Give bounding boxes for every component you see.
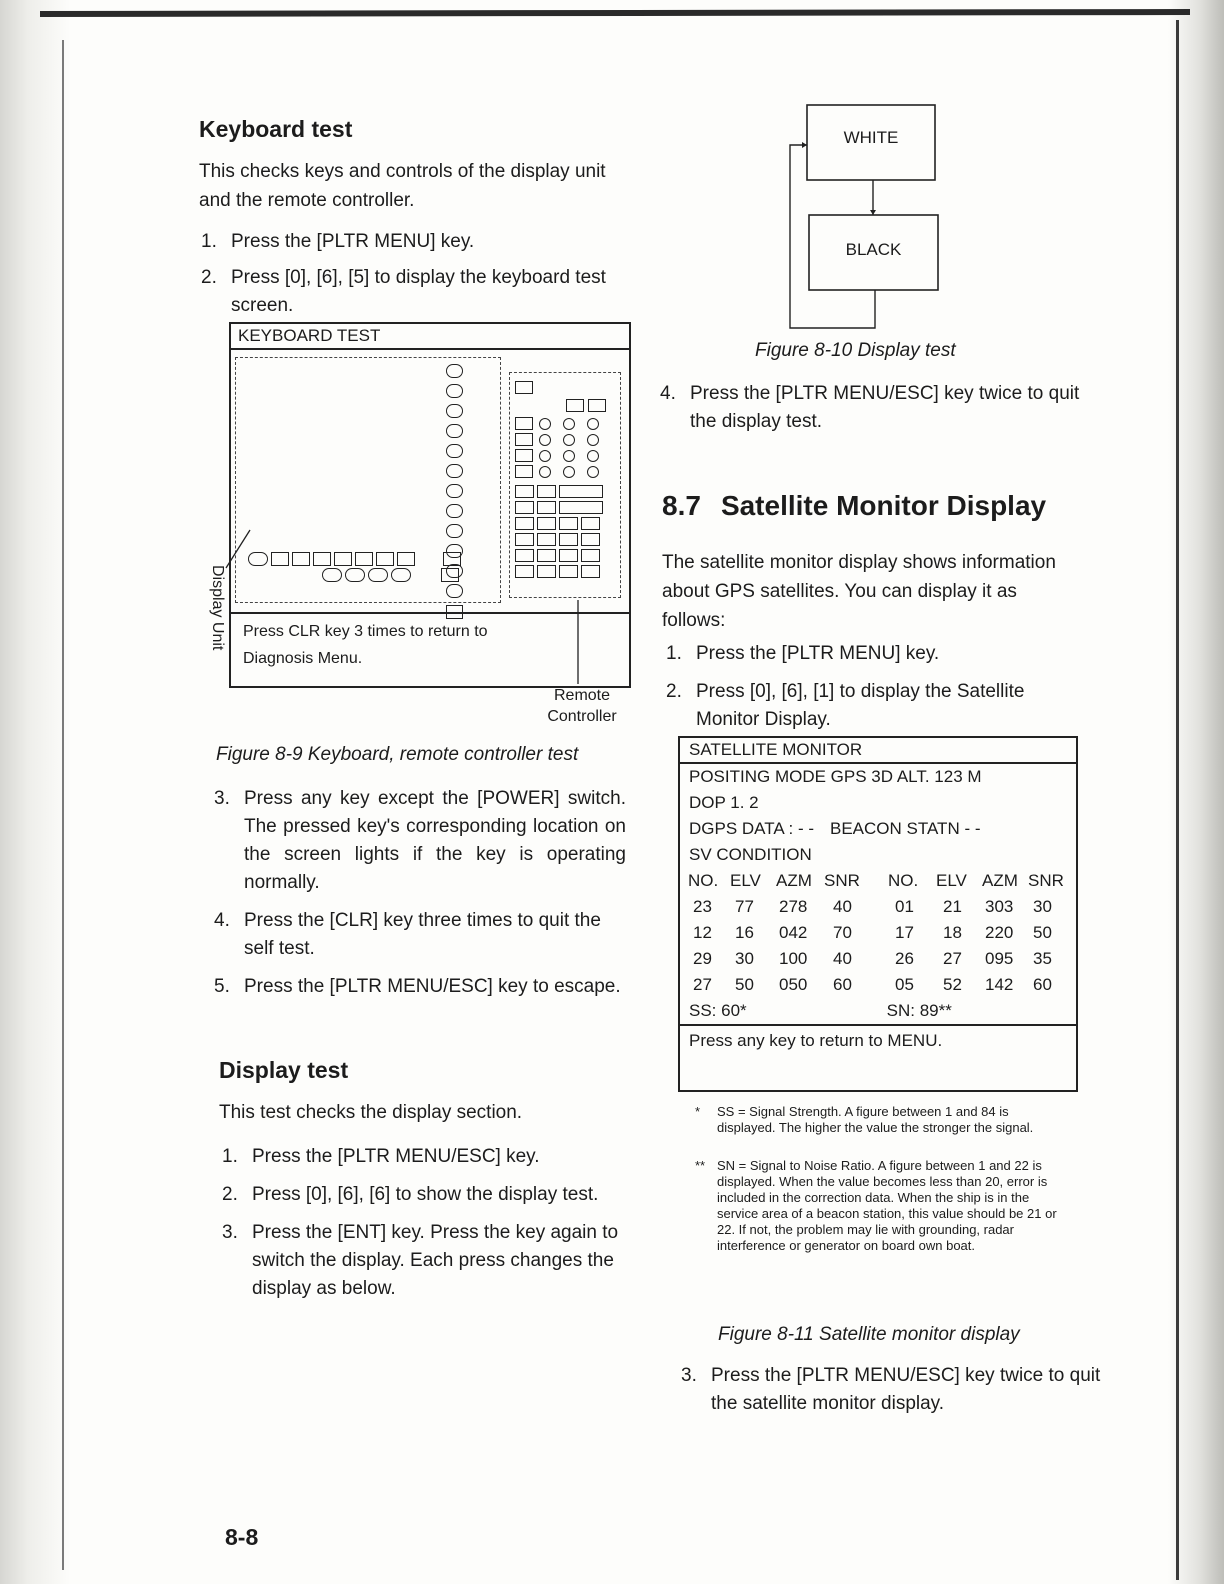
dop-value: DOP 1. 2	[689, 793, 759, 812]
table-cell: 30	[735, 949, 754, 968]
step-text: Press the [PLTR MENU/ESC] key twice to quit the satellite monitor display.	[711, 1365, 1101, 1414]
header-snr: SNR	[1028, 871, 1064, 890]
table-cell: 29	[693, 949, 712, 968]
remote-key-grid-a	[515, 417, 599, 481]
header-elv: ELV	[936, 871, 967, 890]
step-item	[666, 678, 1086, 734]
table-cell: 26	[895, 949, 914, 968]
table-row	[687, 946, 1069, 972]
round-key	[563, 450, 575, 462]
step-number: 2.	[201, 267, 217, 288]
wide-key	[559, 485, 603, 498]
binding-line-right	[1176, 20, 1179, 1580]
scan-left-edge	[0, 0, 70, 1584]
dgps-line	[680, 816, 1076, 842]
remote-label-line-1: Remote	[553, 687, 611, 704]
step-text: Press any key except the [POWER] switch. The pressed key's corresponding location on the screen lights if the key is operating normally.	[244, 788, 626, 893]
keyboard-test-message: Press CLR key 3 times to return to Diagnosis Menu.	[243, 623, 488, 667]
display-steps	[222, 1143, 637, 1303]
step-number: 3.	[214, 788, 230, 809]
step-number: 2.	[666, 681, 682, 702]
step-number: 3.	[681, 1365, 697, 1386]
positing-mode: POSITING MODE GPS 3D ALT. 123 M	[689, 767, 982, 786]
round-key	[539, 434, 551, 446]
footnote-text: SS = Signal Strength. A figure between 1 and 84 is displayed. The higher the value the stronger the signal.	[717, 1104, 1034, 1135]
footnote-mark: *	[695, 1104, 701, 1119]
round-key	[563, 466, 575, 478]
footnote-ss	[695, 1104, 1070, 1136]
step-number: 1.	[666, 643, 682, 664]
table-cell: 18	[943, 923, 962, 942]
table-cell: 40	[833, 897, 852, 916]
table-cell: 52	[943, 975, 962, 994]
rounded-key	[446, 464, 463, 478]
step-number: 1.	[222, 1146, 238, 1167]
square-key	[537, 485, 556, 498]
top-rule	[40, 9, 1190, 17]
table-cell: 35	[1033, 949, 1052, 968]
rounded-key	[446, 404, 463, 418]
figure-8-11-caption: Figure 8-11 Satellite monitor display	[718, 1324, 1020, 1345]
table-cell: 042	[779, 923, 808, 942]
black-box-label: BLACK	[845, 240, 902, 259]
round-key	[539, 418, 551, 430]
satellite-step-3	[681, 1362, 1101, 1418]
step-text: Press the [PLTR MENU/ESC] key twice to quit the display test.	[690, 383, 1080, 432]
header-snr: SNR	[824, 871, 860, 890]
ss-sn-line	[680, 998, 1076, 1024]
keyboard-test-title: KEYBOARD TEST	[231, 324, 629, 350]
step-item	[214, 785, 626, 897]
wide-key	[559, 501, 603, 514]
rounded-key	[446, 384, 463, 398]
rounded-key	[446, 484, 463, 498]
step-text: Press the [ENT] key. Press the key again to switch the display. Each press changes the display as below.	[252, 1222, 619, 1299]
keyboard-test-heading: Keyboard test	[199, 116, 353, 142]
footnote-sn	[695, 1158, 1070, 1254]
table-cell: 220	[985, 923, 1014, 942]
square-key	[515, 485, 534, 498]
square-key	[566, 399, 584, 412]
step-text: Press the [CLR] key three times to quit the self test.	[244, 910, 601, 959]
table-cell: 050	[779, 975, 808, 994]
table-cell: 70	[833, 923, 852, 942]
step-item	[201, 228, 626, 256]
table-cell: 05	[895, 975, 914, 994]
step-text: Press [0], [6], [5] to display the keyboard test screen.	[231, 267, 606, 316]
display-test-heading: Display test	[219, 1057, 349, 1083]
remote-controller-label	[541, 685, 623, 727]
footnote-mark: **	[695, 1158, 706, 1173]
table-cell: 27	[943, 949, 962, 968]
sv-header-row	[687, 868, 1069, 894]
step-number: 2.	[222, 1184, 238, 1205]
square-key	[588, 399, 606, 412]
display-unit-label: Display Unit	[209, 565, 226, 651]
step-text: Press the [PLTR MENU] key.	[696, 643, 940, 664]
rounded-key	[446, 504, 463, 518]
round-key	[539, 466, 551, 478]
figure-8-10-caption: Figure 8-10 Display test	[755, 340, 956, 361]
step-number: 4.	[660, 383, 676, 404]
header-elv: ELV	[730, 871, 761, 890]
round-key	[539, 450, 551, 462]
square-key	[515, 465, 533, 478]
header-no: NO.	[688, 871, 719, 890]
square-key	[515, 501, 534, 514]
beacon-station: BEACON STATN - -	[830, 819, 981, 838]
table-cell: 12	[693, 923, 712, 942]
step-number: 3.	[222, 1222, 238, 1243]
round-key	[587, 434, 599, 446]
table-cell: 16	[735, 923, 754, 942]
table-row	[687, 894, 1069, 920]
table-row	[687, 920, 1069, 946]
round-key	[587, 466, 599, 478]
fig9-callout-lines	[200, 520, 600, 700]
display-step-4	[660, 380, 1080, 436]
table-cell: 40	[833, 949, 852, 968]
table-cell: 01	[895, 897, 914, 916]
satellite-steps	[666, 640, 1086, 734]
square-key	[515, 433, 533, 446]
rounded-key	[446, 364, 463, 378]
table-cell: 278	[779, 897, 808, 916]
table-cell: 303	[985, 897, 1014, 916]
step-item	[222, 1181, 637, 1209]
display-test-intro: This test checks the display section.	[219, 1102, 523, 1123]
section-heading	[662, 490, 1046, 522]
step-text: Press the [PLTR MENU/ESC] key.	[252, 1146, 540, 1167]
table-cell: 60	[1033, 975, 1052, 994]
table-cell: 095	[985, 949, 1014, 968]
sv-condition: SV CONDITION	[689, 845, 812, 864]
step-item	[214, 907, 626, 963]
table-cell: 21	[943, 897, 962, 916]
table-cell: 50	[1033, 923, 1052, 942]
square-key	[515, 417, 533, 430]
square-key	[537, 501, 556, 514]
satellite-intro: The satellite monitor display shows information about GPS satellites. You can display it as follows:	[662, 552, 1056, 631]
table-cell: 27	[693, 975, 712, 994]
table-cell: 17	[895, 923, 914, 942]
round-key	[563, 418, 575, 430]
step-item	[201, 264, 626, 320]
square-key	[515, 449, 533, 462]
step-text: Press [0], [6], [1] to display the Satellite Monitor Display.	[696, 681, 1025, 730]
round-key	[563, 434, 575, 446]
keyboard-test-intro: This checks keys and controls of the display unit and the remote controller.	[199, 161, 606, 211]
screen-footer: Press any key to return to MENU.	[689, 1031, 943, 1050]
sv-table	[687, 868, 1069, 998]
step-number: 1.	[201, 231, 217, 252]
step-item	[222, 1219, 637, 1303]
table-cell: 23	[693, 897, 712, 916]
figure-8-9-caption: Figure 8-9 Keyboard, remote controller test	[216, 744, 579, 765]
table-cell: 60	[833, 975, 852, 994]
keyboard-steps-b	[214, 785, 626, 1001]
step-text: Press [0], [6], [6] to show the display test.	[252, 1184, 599, 1205]
binding-line-left	[62, 40, 64, 1570]
ss-value: SS: 60*	[689, 1001, 747, 1020]
table-cell: 142	[985, 975, 1014, 994]
step-item	[222, 1143, 637, 1171]
table-cell: 100	[779, 949, 808, 968]
header-azm: AZM	[776, 871, 812, 890]
rounded-key	[446, 424, 463, 438]
table-cell: 30	[1033, 897, 1052, 916]
header-no: NO.	[888, 871, 919, 890]
sn-value: SN: 89**	[886, 1001, 952, 1020]
remote-label-line-2: Controller	[547, 708, 617, 725]
table-row	[687, 972, 1069, 998]
section-number: 8.7	[662, 490, 701, 521]
step-text: Press the [PLTR MENU/ESC] key to escape.	[244, 976, 621, 997]
table-cell: 77	[735, 897, 754, 916]
header-azm: AZM	[982, 871, 1018, 890]
round-key	[587, 450, 599, 462]
satellite-monitor-screen	[678, 736, 1078, 1092]
step-number: 4.	[214, 910, 230, 931]
rounded-key	[446, 444, 463, 458]
footnote-text: SN = Signal to Noise Ratio. A figure between 1 and 22 is displayed. When the value becomes less than 20, error is included in the correction data. When the ship is in the service area of a beacon station, this value should be 21 or 22. If not, the problem may lie with grounding, radar interference or generator on board own boat.	[717, 1158, 1057, 1253]
step-item	[681, 1362, 1101, 1418]
square-key	[515, 381, 533, 394]
satellite-monitor-title: SATELLITE MONITOR	[680, 738, 1076, 764]
step-text: Press the [PLTR MENU] key.	[231, 231, 475, 252]
page-number: 8-8	[225, 1524, 259, 1550]
table-cell: 50	[735, 975, 754, 994]
keyboard-steps-a	[201, 228, 626, 320]
step-number: 5.	[214, 976, 230, 997]
step-item	[666, 640, 1086, 668]
white-box-label: WHITE	[843, 128, 899, 147]
step-item	[214, 973, 626, 1001]
dgps-data: DGPS DATA : - -	[689, 819, 814, 838]
round-key	[587, 418, 599, 430]
step-item	[660, 380, 1080, 436]
section-title: Satellite Monitor Display	[720, 490, 1047, 521]
